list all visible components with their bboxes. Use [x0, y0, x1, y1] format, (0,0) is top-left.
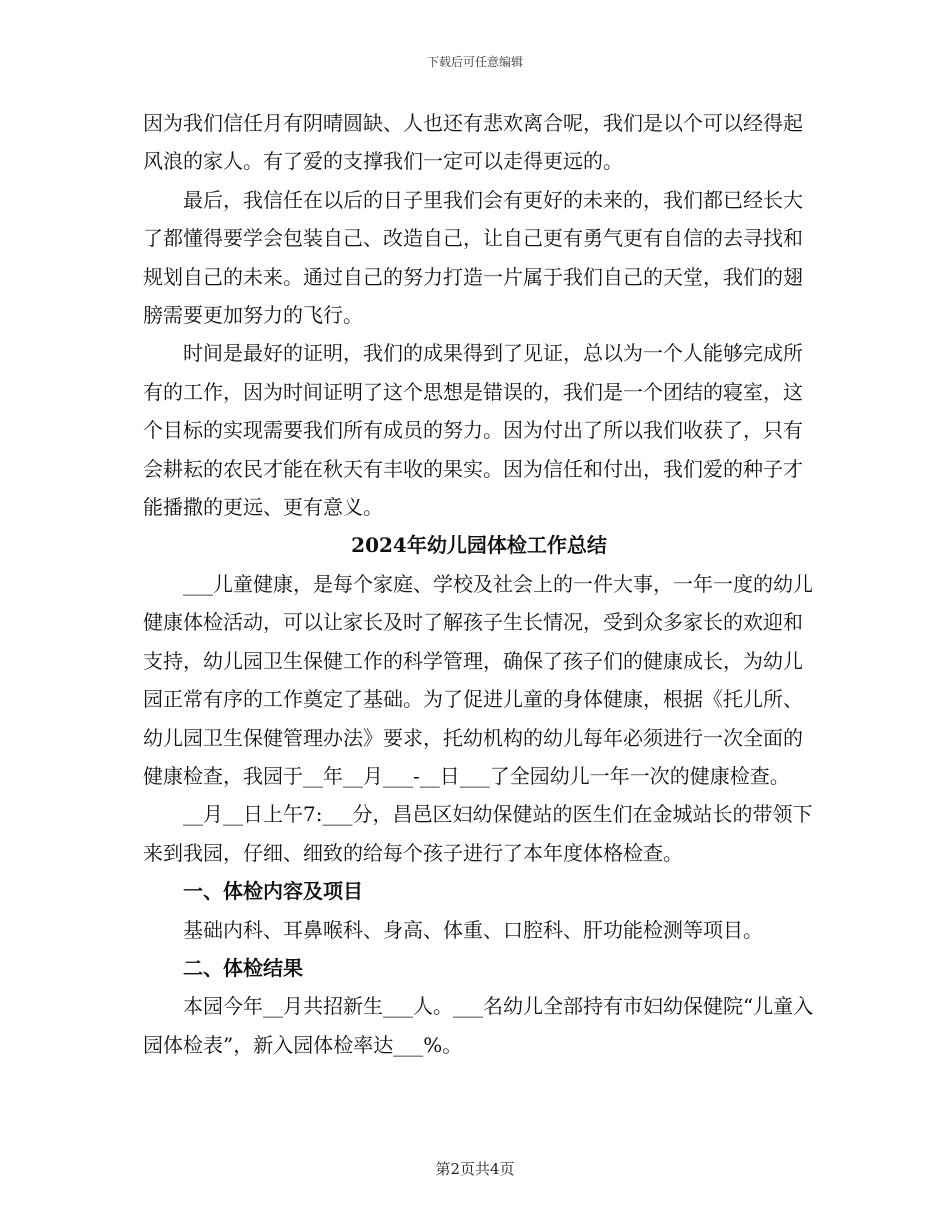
paragraph: 本园今年__月共招新生___人。___名幼儿全部持有市妇幼保健院“儿童入园体检表”，新入园体检率达___%。 [143, 994, 814, 1057]
paragraph: 时间是最好的证明，我们的成果得到了见证，总以为一个人能够完成所有的工作，因为时间证明了这个思想是错误的，我们是一个团结的寝室，这个目标的实现需要我们所有成员的努力。因为付出了所以我们收获了，只有会耕耘的农民才能在秋天有丰收的果实。因为信任和付出，我们爱的种子才能播撒的更远、更有意义。 [143, 341, 803, 520]
paragraph: 最后，我信任在以后的日子里我们会有更好的未来的，我们都已经长大了都懂得要学会包装自己、改造自己，让自己更有勇气更有自信的去寻找和规划自己的未来。通过自己的努力打造一片属于我们自己的天堂，我们的翅膀需要更加努力的飞行。 [143, 187, 803, 328]
section-heading: 二、体检结果 [183, 955, 303, 980]
section-heading: 一、体检内容及项目 [183, 879, 363, 904]
paragraph: 基础内科、耳鼻喉科、身高、体重、口腔科、肝功能检测等项目。 [183, 917, 763, 942]
paragraph: 因为我们信任月有阴晴圆缺、人也还有悲欢离合呢，我们是以个可以经得起风浪的家人。有了爱的支撑我们一定可以走得更远的。 [143, 111, 803, 174]
paragraph: __月__日上午7:___分，昌邑区妇幼保健站的医生们在金城站长的带领下来到我园，仔细、细致的给每个孩子进行了本年度体格检查。 [143, 802, 813, 865]
document-body [143, 104, 815, 1064]
page-footer: 第2页共4页 [435, 1160, 515, 1178]
paragraph: ___儿童健康，是每个家庭、学校及社会上的一件大事，一年一度的幼儿健康体检活动，可以让家长及时了解孩子生长情况，受到众多家长的欢迎和支持，幼儿园卫生保健工作的科学管理，确保了孩子们的健康成长，为幼儿园正常有序的工作奠定了基础。为了促进儿童的身体健康，根据《托儿所、幼儿园卫生保健管理办法》要求，托幼机构的幼儿每年必须进行一次全面的健康检查，我园于__年__月___-__日___了全园幼儿一年一次的健康检查。 [143, 571, 813, 788]
document-title: 2024年幼儿园体检工作总结 [351, 533, 607, 558]
page-header: 下载后可任意编辑 [426, 55, 523, 69]
